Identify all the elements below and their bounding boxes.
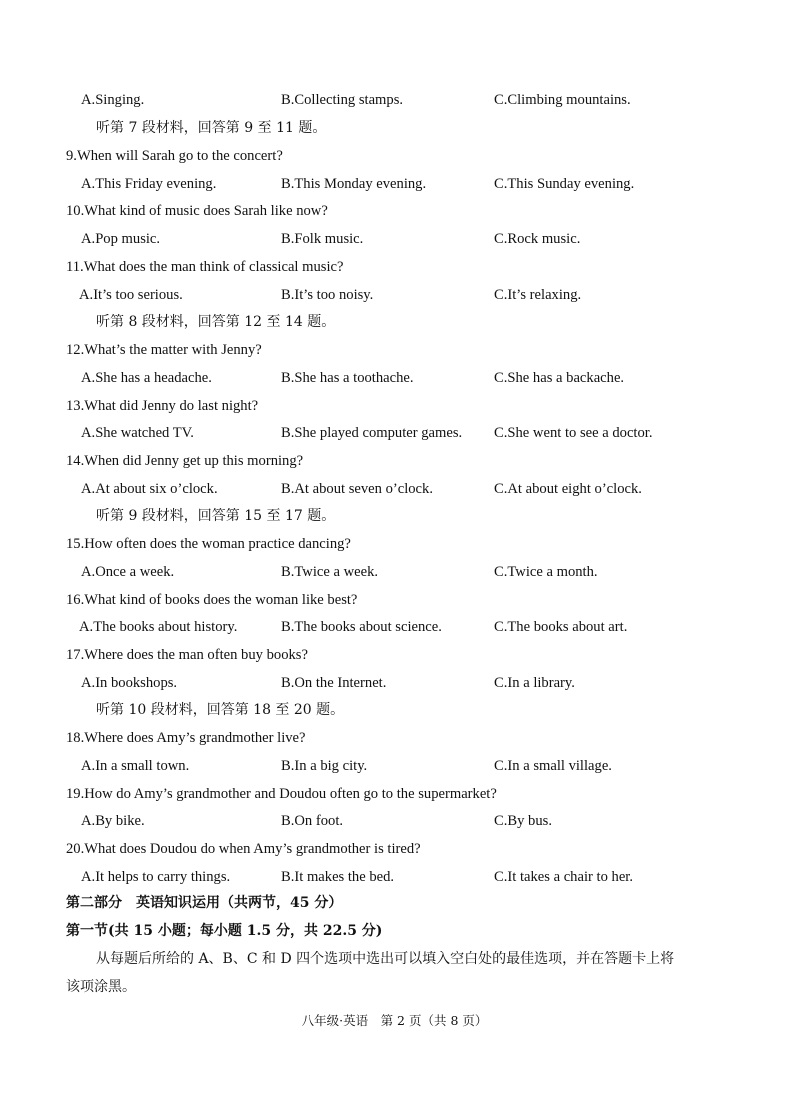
- direction-line-2: 该项涂黑。: [66, 979, 136, 995]
- option-c: C.It’s relaxing.: [494, 287, 582, 303]
- question-14: 14.When did Jenny get up this morning?: [66, 453, 304, 469]
- option-b: B.In a big city.: [281, 758, 368, 774]
- option-a: A.At about six o’clock.: [81, 481, 218, 497]
- option-a: A.Once a week.: [81, 564, 175, 580]
- q15-options: [0, 563, 789, 581]
- q10-options: [0, 230, 789, 248]
- option-c: C.This Sunday evening.: [494, 176, 635, 192]
- q18-options: [0, 757, 789, 775]
- question-18: 18.Where does Amy’s grandmother live?: [66, 730, 306, 746]
- question-17: 17.Where does the man often buy books?: [66, 647, 308, 663]
- option-a: A.In a small town.: [81, 758, 190, 774]
- option-a: A.She has a headache.: [81, 370, 212, 386]
- option-b: B.It’s too noisy.: [281, 287, 374, 303]
- question-12: 12.What’s the matter with Jenny?: [66, 342, 262, 358]
- instruction-seg10: 听第 10 段材料，回答第 18 至 20 题。: [96, 702, 345, 718]
- direction-line-1: 从每题后所给的 A、B、C 和 D 四个选项中选出可以填入空白处的最佳选项，并在答题卡上将: [96, 951, 675, 967]
- option-a: A.Pop music.: [81, 231, 161, 247]
- question-9: 9.When will Sarah go to the concert?: [66, 148, 283, 164]
- option-a: A.This Friday evening.: [81, 176, 217, 192]
- option-c: C.She went to see a doctor.: [494, 425, 653, 441]
- question-20: 20.What does Doudou do when Amy’s grandmother is tired?: [66, 841, 421, 857]
- option-c: C.In a library.: [494, 675, 575, 691]
- page-footer: 八年级·英语 第 2 页（共 8 页）: [301, 1013, 488, 1028]
- option-b: B.This Monday evening.: [281, 176, 427, 192]
- instruction-seg8: 听第 8 段材料，回答第 12 至 14 题。: [96, 314, 336, 330]
- option-a: A.The books about history.: [79, 619, 238, 635]
- option-b: B.The books about science.: [281, 619, 442, 635]
- option-a: A.She watched TV.: [81, 425, 194, 441]
- option-c: C.It takes a chair to her.: [494, 869, 633, 885]
- question-15: 15.How often does the woman practice dancing?: [66, 536, 351, 552]
- q16-options: [0, 618, 789, 636]
- option-c: C.At about eight o’clock.: [494, 481, 642, 497]
- q13-options: [0, 424, 789, 442]
- question-16: 16.What kind of books does the woman like best?: [66, 592, 358, 608]
- instruction-seg7: 听第 7 段材料，回答第 9 至 11 题。: [96, 120, 327, 136]
- part2-heading: 第二部分 英语知识运用（共两节，45 分）: [66, 895, 343, 911]
- option-b: B.On foot.: [281, 813, 344, 829]
- q9-options: [0, 175, 789, 193]
- q20-options: [0, 868, 789, 886]
- question-13: 13.What did Jenny do last night?: [66, 398, 259, 414]
- option-c: C.In a small village.: [494, 758, 612, 774]
- option-a: A.Singing.: [81, 92, 145, 108]
- option-b: B.At about seven o’clock.: [281, 481, 433, 497]
- instruction-seg9: 听第 9 段材料，回答第 15 至 17 题。: [96, 508, 336, 524]
- q8-options: [0, 91, 789, 109]
- option-a: A.It’s too serious.: [79, 287, 183, 303]
- q17-options: [0, 674, 789, 692]
- option-b: B.She played computer games.: [281, 425, 463, 441]
- option-b: B.Twice a week.: [281, 564, 379, 580]
- q19-options: [0, 812, 789, 830]
- option-a: A.It helps to carry things.: [81, 869, 231, 885]
- option-a: A.In bookshops.: [81, 675, 178, 691]
- option-b: B.She has a toothache.: [281, 370, 414, 386]
- question-11: 11.What does the man think of classical music?: [66, 259, 344, 275]
- option-b: B.Folk music.: [281, 231, 364, 247]
- section1-heading: 第一节(共 15 小题；每小题 1.5 分，共 22.5 分): [66, 923, 383, 939]
- q14-options: [0, 480, 789, 498]
- question-19: 19.How do Amy’s grandmother and Doudou often go to the supermarket?: [66, 786, 497, 802]
- option-b: B.Collecting stamps.: [281, 92, 404, 108]
- option-a: A.By bike.: [81, 813, 145, 829]
- option-c: C.The books about art.: [494, 619, 628, 635]
- option-c: C.She has a backache.: [494, 370, 625, 386]
- option-b: B.It makes the bed.: [281, 869, 395, 885]
- q12-options: [0, 369, 789, 387]
- option-c: C.Climbing mountains.: [494, 92, 631, 108]
- option-b: B.On the Internet.: [281, 675, 387, 691]
- q11-options: [0, 286, 789, 304]
- option-c: C.By bus.: [494, 813, 552, 829]
- option-c: C.Twice a month.: [494, 564, 598, 580]
- option-c: C.Rock music.: [494, 231, 581, 247]
- question-10: 10.What kind of music does Sarah like now?: [66, 203, 328, 219]
